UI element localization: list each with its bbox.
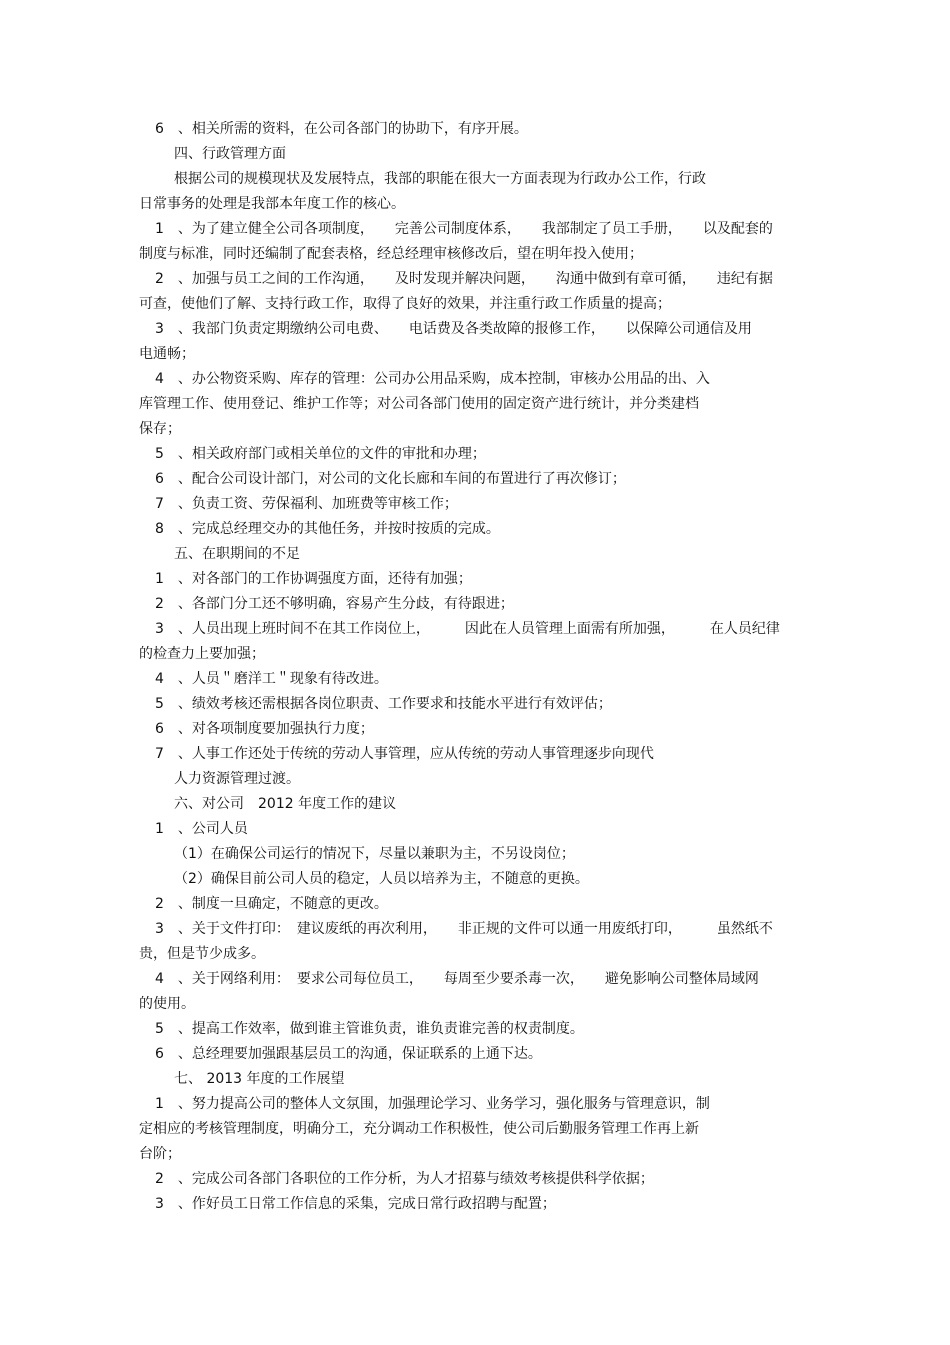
- text-line: 1 、对各部门的工作协调强度方面，还待有加强；: [155, 571, 472, 587]
- text-line: （1）在确保公司运行的情况下，尽量以兼职为主，不另设岗位；: [174, 846, 575, 862]
- text-line: 3 、作好员工日常工作信息的采集，完成日常行政招聘与配置；: [155, 1196, 556, 1212]
- text-line: 4 、关于网络利用： 要求公司每位员工， 每周至少要杀毒一次， 避免影响公司整体局域网: [155, 971, 759, 987]
- text-line: 的使用。: [139, 996, 195, 1012]
- text-line: 1 、努力提高公司的整体人文氛围，加强理论学习、业务学习，强化服务与管理意识，制: [155, 1096, 710, 1112]
- text-line: 6 、对各项制度要加强执行力度；: [155, 721, 374, 737]
- text-line: （2）确保目前公司人员的稳定，人员以培养为主，不随意的更换。: [174, 871, 589, 887]
- text-line: 1 、公司人员: [155, 821, 248, 837]
- text-line: 4 、人员＂磨洋工＂现象有待改进。: [155, 671, 388, 687]
- text-line: 的检查力上要加强；: [139, 646, 265, 662]
- text-line: 3 、关于文件打印： 建议废纸的再次利用， 非正规的文件可以通一用废纸打印， 虽然纸不: [155, 921, 773, 937]
- text-line: 3 、人员出现上班时间不在其工作岗位上， 因此在人员管理上面需有所加强， 在人员纪律: [155, 621, 780, 637]
- text-line: 制度与标准，同时还编制了配套表格，经总经理审核修改后，望在明年投入使用；: [139, 246, 643, 262]
- text-line: 5 、相关政府部门或相关单位的文件的审批和办理；: [155, 446, 486, 462]
- text-line: 6 、相关所需的资料，在公司各部门的协助下，有序开展。: [155, 121, 528, 137]
- text-line: 6 、总经理要加强跟基层员工的沟通，保证联系的上通下达。: [155, 1046, 542, 1062]
- text-line: 3 、我部门负责定期缴纳公司电费、 电话费及各类故障的报修工作， 以保障公司通信及用: [155, 321, 752, 337]
- text-line: 日常事务的处理是我部本年度工作的核心。: [139, 196, 405, 212]
- text-line: 2 、完成公司各部门各职位的工作分析，为人才招募与绩效考核提供科学依据；: [155, 1171, 654, 1187]
- text-line: 人力资源管理过渡。: [174, 771, 300, 787]
- text-line: 6 、配合公司设计部门，对公司的文化长廊和车间的布置进行了再次修订；: [155, 471, 626, 487]
- text-line: 8 、完成总经理交办的其他任务，并按时按质的完成。: [155, 521, 500, 537]
- text-line: 2 、各部门分工还不够明确，容易产生分歧，有待跟进；: [155, 596, 514, 612]
- text-line: 7 、人事工作还处于传统的劳动人事管理，应从传统的劳动人事管理逐步向现代: [155, 746, 654, 762]
- text-line: 4 、办公物资采购、库存的管理：公司办公用品采购，成本控制，审核办公用品的出、入: [155, 371, 710, 387]
- text-line: 2 、加强与员工之间的工作沟通， 及时发现并解决问题， 沟通中做到有章可循， 违纪有据: [155, 271, 773, 287]
- text-line: 5 、提高工作效率，做到谁主管谁负责，谁负责谁完善的权责制度。: [155, 1021, 584, 1037]
- section-heading: 五、在职期间的不足: [174, 546, 300, 562]
- section-heading: 七、 2013 年度的工作展望: [174, 1071, 345, 1087]
- text-line: 可查，使他们了解、支持行政工作，取得了良好的效果，并注重行政工作质量的提高；: [139, 296, 671, 312]
- text-line: 库管理工作、使用登记、维护工作等；对公司各部门使用的固定资产进行统计，并分类建档: [139, 396, 699, 412]
- text-line: 电通畅；: [139, 346, 195, 362]
- section-heading: 六、对公司 2012 年度工作的建议: [174, 796, 397, 812]
- text-line: 5 、绩效考核还需根据各岗位职责、工作要求和技能水平进行有效评估；: [155, 696, 612, 712]
- text-line: 7 、负责工资、劳保福利、加班费等审核工作；: [155, 496, 458, 512]
- text-line: 2 、制度一旦确定，不随意的更改。: [155, 896, 388, 912]
- text-line: 1 、为了建立健全公司各项制度， 完善公司制度体系， 我部制定了员工手册， 以及配套的: [155, 221, 773, 237]
- text-line: 贵，但是节少成多。: [139, 946, 265, 962]
- text-line: 保存；: [139, 421, 181, 437]
- text-line: 台阶；: [139, 1146, 181, 1162]
- text-line: 定相应的考核管理制度，明确分工，充分调动工作积极性，使公司后勤服务管理工作再上新: [139, 1121, 699, 1137]
- section-heading: 四、行政管理方面: [174, 146, 286, 162]
- text-line: 根据公司的规模现状及发展特点，我部的职能在很大一方面表现为行政办公工作，行政: [174, 171, 706, 187]
